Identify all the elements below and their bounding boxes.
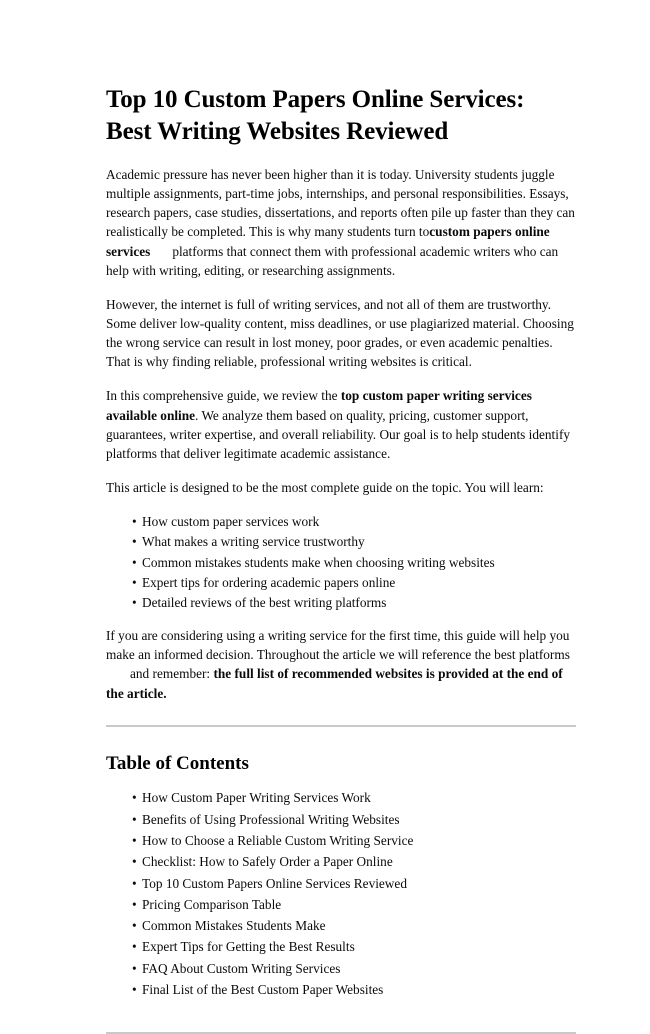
toc-item-how-to-choose-a-reliable-custom-writing-service[interactable] xyxy=(106,830,576,851)
toc-item-label: FAQ About Custom Writing Services xyxy=(142,960,341,976)
toc-item-label: Checklist: How to Safely Order a Paper Online xyxy=(142,854,393,870)
toc-item-label: Final List of the Best Custom Paper Websites xyxy=(142,981,384,997)
list-item xyxy=(106,512,576,532)
toc-item-label: Benefits of Using Professional Writing Websites xyxy=(142,811,400,827)
intro-paragraph-1-text-before: Academic pressure has never been higher than it is today. University students juggle multiple assignments, part-time jobs, internships, and personal responsibilities. Essays, research papers, case studies, dissertations, and reports often pile up faster than they can realistically be completed. This is why many students turn to xyxy=(106,167,575,240)
list-item-label: Expert tips for ordering academic papers online xyxy=(142,574,396,590)
table-of-contents-list xyxy=(106,787,576,1000)
toc-item-how-custom-paper-writing-services-work[interactable] xyxy=(106,787,576,808)
document-content xyxy=(106,84,576,1034)
learn-list-lead-in: This article is designed to be the most complete guide on the topic. You will learn: xyxy=(106,479,544,495)
list-item xyxy=(106,553,576,573)
intro-paragraph-1-bold-phrase: custom papers online services xyxy=(106,224,550,259)
bullet-icon: • xyxy=(132,981,137,997)
bullet-icon: • xyxy=(132,790,137,806)
list-item xyxy=(106,532,576,552)
toc-item-label: Pricing Comparison Table xyxy=(142,896,282,912)
learn-list xyxy=(106,512,576,613)
bullet-icon: • xyxy=(132,594,137,610)
closing-paragraph xyxy=(106,626,576,703)
toc-item-label: Common Mistakes Students Make xyxy=(142,918,326,934)
closing-paragraph-text-before: If you are considering using a writing service for the first time, this guide will help you make an informed decision. Throughout the article we will reference the best platforms xyxy=(106,628,570,663)
bullet-icon: • xyxy=(132,534,137,550)
closing-paragraph-reminder: and remember: xyxy=(130,666,211,682)
intro-paragraph-1-text-after: platforms that connect them with professional academic writers who can help with writing, editing, or researching assignments. xyxy=(106,243,559,278)
list-item xyxy=(106,593,576,613)
intro-paragraph-2: However, the internet is full of writing services, and not all of them are trustworthy. Some deliver low-quality content, miss deadlines, or use plagiarized material. Choosing the wrong service can result in lost money, poor grades, or even academic penalties. That is why finding reliable, professional writing websites is critical. xyxy=(106,296,574,370)
bullet-icon: • xyxy=(132,918,137,934)
intro-paragraph-3-text-after: . We analyze them based on quality, pricing, customer support, guarantees, writer expertise, and overall reliability. Our goal is to help students identify platforms that deliver legitimate academic assistance. xyxy=(106,407,571,461)
bullet-icon: • xyxy=(132,811,137,827)
toc-item-final-list-of-the-best-custom-paper-websites[interactable] xyxy=(106,979,576,1000)
page-title-line-2: Best Writing Websites Reviewed xyxy=(106,117,449,145)
toc-item-label: Top 10 Custom Papers Online Services Reviewed xyxy=(142,875,407,891)
bullet-icon: • xyxy=(132,854,137,870)
divider-top-wrapper xyxy=(106,725,576,727)
bullet-icon: • xyxy=(132,833,137,849)
intro-paragraph-3 xyxy=(106,386,576,463)
toc-item-faq-about-custom-writing-services[interactable] xyxy=(106,958,576,979)
toc-item-label: How Custom Paper Writing Services Work xyxy=(142,790,371,806)
intro-paragraph-3-bold-phrase: top custom paper writing services available online xyxy=(106,388,532,423)
bullet-icon: • xyxy=(132,960,137,976)
toc-item-label: How to Choose a Reliable Custom Writing Service xyxy=(142,833,414,849)
bullet-icon: • xyxy=(132,514,137,530)
toc-item-common-mistakes-students-make[interactable] xyxy=(106,915,576,936)
toc-item-expert-tips-for-getting-the-best-results[interactable] xyxy=(106,936,576,957)
bullet-icon: • xyxy=(132,554,137,570)
toc-item-top-10-custom-papers-online-services-reviewed[interactable] xyxy=(106,873,576,894)
toc-item-benefits-of-using-professional-writing-websites[interactable] xyxy=(106,809,576,830)
toc-item-label: Expert Tips for Getting the Best Results xyxy=(142,939,355,955)
list-item-label: How custom paper services work xyxy=(142,514,320,530)
bullet-icon: • xyxy=(132,896,137,912)
page-title xyxy=(106,84,576,147)
bullet-icon: • xyxy=(132,574,137,590)
table-of-contents-heading: Table of Contents xyxy=(106,752,249,774)
closing-paragraph-bold-phrase: the full list of recommended websites is provided at the end of the article. xyxy=(106,666,563,701)
page-title-line-1: Top 10 Custom Papers Online Services: xyxy=(106,86,525,113)
intro-paragraph-1 xyxy=(106,165,576,280)
list-item-label: What makes a writing service trustworthy xyxy=(142,534,365,550)
toc-item-pricing-comparison-table[interactable] xyxy=(106,894,576,915)
intro-paragraph-3-text-before: In this comprehensive guide, we review the xyxy=(106,388,341,404)
list-item xyxy=(106,573,576,593)
toc-item-checklist-how-to-safely-order-a-paper-online[interactable] xyxy=(106,851,576,872)
list-item-label: Detailed reviews of the best writing platforms xyxy=(142,594,387,610)
bullet-icon: • xyxy=(132,939,137,955)
section-divider-top xyxy=(106,725,576,727)
bullet-icon: • xyxy=(132,875,137,891)
list-item-label: Common mistakes students make when choosing writing websites xyxy=(142,554,495,570)
